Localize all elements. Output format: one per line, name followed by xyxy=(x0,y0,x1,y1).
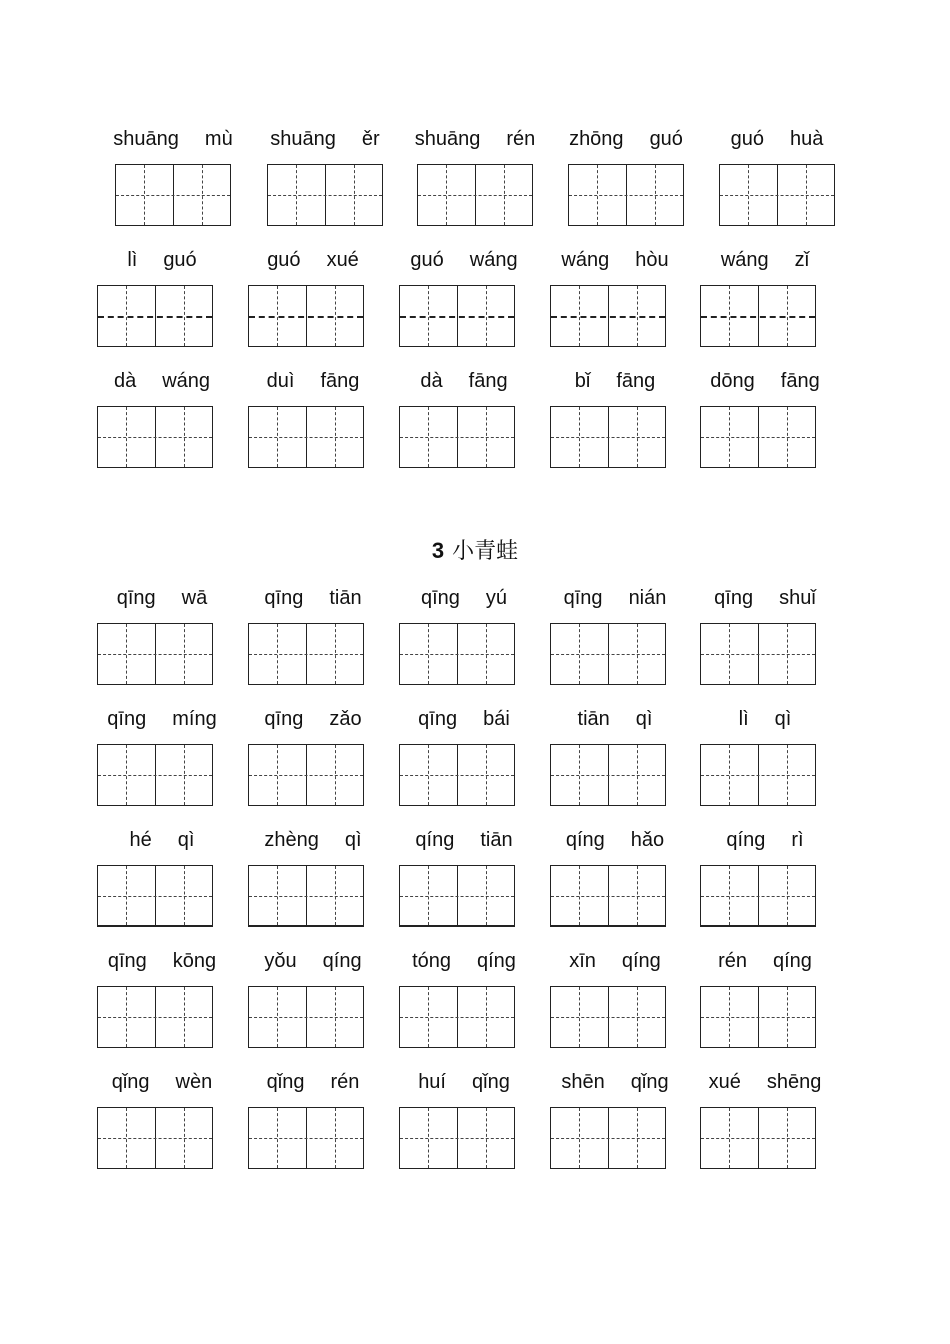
pinyin-syllable-2: qǐng xyxy=(630,1071,669,1093)
grid-guide-line xyxy=(249,1017,363,1018)
pinyin-label xyxy=(399,1069,529,1095)
grid-guide-line xyxy=(400,316,514,318)
pinyin-syllable-1: qīng xyxy=(116,587,156,609)
grid-guide-line xyxy=(551,896,665,897)
pinyin-syllable-2: fāng xyxy=(320,370,360,392)
grid-guide-line xyxy=(569,195,683,196)
pinyin-syllable-1: rén xyxy=(718,950,747,972)
pinyin-syllable-2: yú xyxy=(485,587,508,609)
pinyin-syllable-2: hǎo xyxy=(630,829,665,851)
pinyin-syllable-2: míng xyxy=(172,708,217,730)
pinyin-label xyxy=(700,706,830,732)
pinyin-syllable-2: qíng xyxy=(477,950,516,972)
pinyin-syllable-1: yǒu xyxy=(264,950,297,972)
grid-guide-line xyxy=(400,654,514,655)
pinyin-label xyxy=(399,368,529,394)
pinyin-syllable-1: qīng xyxy=(264,587,304,609)
pinyin-syllable-2: bái xyxy=(483,708,510,730)
writing-grid[interactable] xyxy=(550,623,666,685)
grid-guide-line xyxy=(701,1138,815,1139)
pinyin-label xyxy=(550,948,680,974)
writing-grid[interactable] xyxy=(417,164,533,226)
grid-guide-line xyxy=(98,775,212,776)
writing-grid[interactable] xyxy=(97,285,213,347)
pinyin-syllable-2: guó xyxy=(163,249,197,271)
pinyin-syllable-2: zǐ xyxy=(794,249,810,271)
pinyin-syllable-1: dà xyxy=(420,370,443,392)
writing-grid[interactable] xyxy=(700,285,816,347)
pinyin-syllable-2: rì xyxy=(791,829,804,851)
writing-grid[interactable] xyxy=(97,623,213,685)
writing-grid[interactable] xyxy=(399,285,515,347)
lesson-number: 3 xyxy=(431,538,445,563)
writing-grid[interactable] xyxy=(700,986,816,1048)
pinyin-label xyxy=(550,368,680,394)
pinyin-syllable-2: fāng xyxy=(616,370,656,392)
pinyin-label xyxy=(700,1069,830,1095)
writing-grid[interactable] xyxy=(700,865,816,927)
pinyin-label xyxy=(550,1069,680,1095)
grid-guide-line xyxy=(418,195,532,196)
pinyin-label xyxy=(399,247,529,273)
pinyin-syllable-2: qì xyxy=(177,829,195,851)
pinyin-syllable-2: tiān xyxy=(329,587,362,609)
pinyin-syllable-1: guó xyxy=(730,128,764,150)
pinyin-label xyxy=(97,247,227,273)
pinyin-syllable-2: tiān xyxy=(480,829,513,851)
grid-guide-line xyxy=(701,654,815,655)
pinyin-syllable-1: xué xyxy=(708,1071,741,1093)
writing-grid[interactable] xyxy=(97,986,213,1048)
pinyin-syllable-2: kōng xyxy=(172,950,217,972)
grid-guide-line xyxy=(400,775,514,776)
pinyin-syllable-2: rén xyxy=(330,1071,360,1093)
writing-grid[interactable] xyxy=(248,865,364,927)
pinyin-syllable-1: zhèng xyxy=(264,829,319,851)
pinyin-syllable-2: wèn xyxy=(175,1071,213,1093)
pinyin-label xyxy=(550,585,680,611)
pinyin-syllable-1: qǐng xyxy=(111,1071,150,1093)
writing-grid[interactable] xyxy=(700,1107,816,1169)
writing-grid[interactable] xyxy=(550,744,666,806)
writing-grid[interactable] xyxy=(399,986,515,1048)
pinyin-label xyxy=(248,368,378,394)
pinyin-syllable-2: qì xyxy=(344,829,362,851)
grid-guide-line xyxy=(249,316,363,318)
pinyin-syllable-1: lì xyxy=(127,249,138,271)
pinyin-label xyxy=(399,585,529,611)
pinyin-syllable-1: qīng xyxy=(420,587,460,609)
pinyin-syllable-1: lì xyxy=(738,708,749,730)
grid-guide-line xyxy=(701,437,815,438)
writing-grid[interactable] xyxy=(700,623,816,685)
pinyin-label xyxy=(97,827,227,853)
pinyin-syllable-2: qíng xyxy=(621,950,661,972)
grid-guide-line xyxy=(551,316,665,318)
writing-grid[interactable] xyxy=(248,1107,364,1169)
pinyin-syllable-1: dōng xyxy=(710,370,755,392)
pinyin-label xyxy=(248,706,378,732)
grid-guide-line xyxy=(98,316,212,318)
pinyin-label xyxy=(700,585,830,611)
pinyin-syllable-1: shuāng xyxy=(414,128,481,150)
pinyin-syllable-1: shēn xyxy=(561,1071,605,1093)
pinyin-syllable-1: qīng xyxy=(264,708,304,730)
grid-guide-line xyxy=(249,1138,363,1139)
writing-grid[interactable] xyxy=(248,406,364,468)
writing-grid[interactable] xyxy=(267,164,383,226)
pinyin-label xyxy=(260,126,390,152)
grid-guide-line xyxy=(551,437,665,438)
pinyin-label xyxy=(248,585,378,611)
grid-guide-line xyxy=(249,437,363,438)
pinyin-syllable-1: wáng xyxy=(561,249,610,271)
pinyin-syllable-1: guó xyxy=(410,249,444,271)
grid-guide-line xyxy=(400,437,514,438)
pinyin-syllable-1: zhōng xyxy=(569,128,624,150)
writing-grid[interactable] xyxy=(97,865,213,927)
pinyin-syllable-2: qì xyxy=(635,708,653,730)
pinyin-label xyxy=(97,948,227,974)
grid-guide-line xyxy=(400,896,514,897)
writing-grid[interactable] xyxy=(568,164,684,226)
writing-grid[interactable] xyxy=(399,744,515,806)
grid-guide-line xyxy=(400,1017,514,1018)
pinyin-syllable-2: fāng xyxy=(468,370,508,392)
writing-grid[interactable] xyxy=(719,164,835,226)
pinyin-label xyxy=(97,706,227,732)
grid-guide-line xyxy=(249,896,363,897)
pinyin-syllable-1: qǐng xyxy=(266,1071,305,1093)
lesson-title: 小青蛙 xyxy=(452,539,519,564)
pinyin-syllable-1: shuāng xyxy=(113,128,179,150)
pinyin-syllable-2: wā xyxy=(181,587,208,609)
pinyin-syllable-2: wáng xyxy=(162,370,211,392)
writing-grid[interactable] xyxy=(97,1107,213,1169)
pinyin-label xyxy=(248,948,378,974)
pinyin-syllable-1: guó xyxy=(267,249,301,271)
grid-guide-line xyxy=(720,195,834,196)
pinyin-syllable-2: wáng xyxy=(469,249,518,271)
grid-guide-line xyxy=(116,195,230,196)
pinyin-syllable-1: tiān xyxy=(577,708,610,730)
pinyin-syllable-1: huí xyxy=(418,1071,446,1093)
grid-guide-line xyxy=(249,654,363,655)
grid-guide-line xyxy=(98,1017,212,1018)
pinyin-syllable-1: dà xyxy=(113,370,137,392)
pinyin-label xyxy=(550,706,680,732)
writing-grid[interactable] xyxy=(97,744,213,806)
pinyin-syllable-2: qì xyxy=(774,708,792,730)
pinyin-syllable-2: huà xyxy=(790,128,824,150)
writing-grid[interactable] xyxy=(248,986,364,1048)
grid-guide-line xyxy=(400,1138,514,1139)
grid-guide-line xyxy=(98,654,212,655)
pinyin-label xyxy=(700,827,830,853)
pinyin-syllable-1: duì xyxy=(266,370,295,392)
pinyin-syllable-1: xīn xyxy=(569,950,596,972)
pinyin-syllable-2: mù xyxy=(204,128,233,150)
pinyin-syllable-1: qīng xyxy=(714,587,754,609)
pinyin-syllable-2: xué xyxy=(326,249,359,271)
pinyin-syllable-1: wáng xyxy=(720,249,769,271)
pinyin-syllable-2: guó xyxy=(649,128,683,150)
writing-grid[interactable] xyxy=(550,986,666,1048)
pinyin-syllable-1: hé xyxy=(129,829,152,851)
pinyin-syllable-1: qīng xyxy=(563,587,603,609)
writing-grid[interactable] xyxy=(550,285,666,347)
writing-grid[interactable] xyxy=(399,623,515,685)
pinyin-label xyxy=(410,126,540,152)
pinyin-syllable-2: zǎo xyxy=(329,708,362,730)
pinyin-syllable-1: qíng xyxy=(726,829,766,851)
pinyin-label xyxy=(97,585,227,611)
pinyin-label xyxy=(712,126,842,152)
writing-grid[interactable] xyxy=(399,1107,515,1169)
pinyin-label xyxy=(399,827,529,853)
pinyin-syllable-2: hòu xyxy=(635,249,669,271)
pinyin-label xyxy=(700,948,830,974)
grid-guide-line xyxy=(98,1138,212,1139)
grid-guide-line xyxy=(551,1017,665,1018)
pinyin-syllable-2: shuǐ xyxy=(779,587,816,609)
grid-guide-line xyxy=(551,1138,665,1139)
pinyin-syllable-2: shēng xyxy=(766,1071,822,1093)
pinyin-label xyxy=(561,126,691,152)
writing-grid[interactable] xyxy=(550,865,666,927)
pinyin-label xyxy=(108,126,238,152)
pinyin-label xyxy=(550,247,680,273)
pinyin-label xyxy=(700,247,830,273)
pinyin-syllable-1: bǐ xyxy=(574,370,591,392)
writing-grid[interactable] xyxy=(97,406,213,468)
pinyin-syllable-2: rén xyxy=(506,128,536,150)
pinyin-label xyxy=(248,1069,378,1095)
pinyin-label xyxy=(399,948,529,974)
pinyin-syllable-1: qīng xyxy=(107,708,147,730)
pinyin-syllable-2: qíng xyxy=(772,950,812,972)
writing-grid[interactable] xyxy=(550,406,666,468)
grid-guide-line xyxy=(551,654,665,655)
pinyin-label xyxy=(700,368,830,394)
writing-grid[interactable] xyxy=(399,406,515,468)
pinyin-syllable-1: qīng xyxy=(418,708,458,730)
writing-grid[interactable] xyxy=(115,164,231,226)
pinyin-label xyxy=(248,247,378,273)
writing-grid[interactable] xyxy=(700,744,816,806)
writing-grid[interactable] xyxy=(248,285,364,347)
grid-guide-line xyxy=(249,775,363,776)
pinyin-syllable-2: nián xyxy=(628,587,667,609)
writing-grid[interactable] xyxy=(550,1107,666,1169)
pinyin-syllable-1: qíng xyxy=(565,829,605,851)
grid-guide-line xyxy=(98,437,212,438)
grid-guide-line xyxy=(701,775,815,776)
pinyin-syllable-2: fāng xyxy=(780,370,820,392)
pinyin-syllable-1: tóng xyxy=(412,950,451,972)
grid-guide-line xyxy=(701,896,815,897)
writing-grid[interactable] xyxy=(399,865,515,927)
grid-guide-line xyxy=(551,775,665,776)
writing-grid[interactable] xyxy=(248,744,364,806)
section-title xyxy=(0,537,950,566)
pinyin-label xyxy=(399,706,529,732)
pinyin-label xyxy=(550,827,680,853)
pinyin-syllable-2: qíng xyxy=(322,950,362,972)
pinyin-syllable-1: qíng xyxy=(415,829,455,851)
pinyin-label xyxy=(97,368,227,394)
grid-guide-line xyxy=(268,195,382,196)
pinyin-label xyxy=(248,827,378,853)
writing-grid[interactable] xyxy=(248,623,364,685)
grid-guide-line xyxy=(98,896,212,897)
pinyin-syllable-1: qīng xyxy=(107,950,147,972)
pinyin-syllable-2: qǐng xyxy=(472,1071,510,1093)
grid-guide-line xyxy=(701,316,815,318)
writing-grid[interactable] xyxy=(700,406,816,468)
grid-guide-line xyxy=(701,1017,815,1018)
pinyin-label xyxy=(97,1069,227,1095)
pinyin-syllable-2: ěr xyxy=(361,128,380,150)
pinyin-syllable-1: shuāng xyxy=(270,128,336,150)
